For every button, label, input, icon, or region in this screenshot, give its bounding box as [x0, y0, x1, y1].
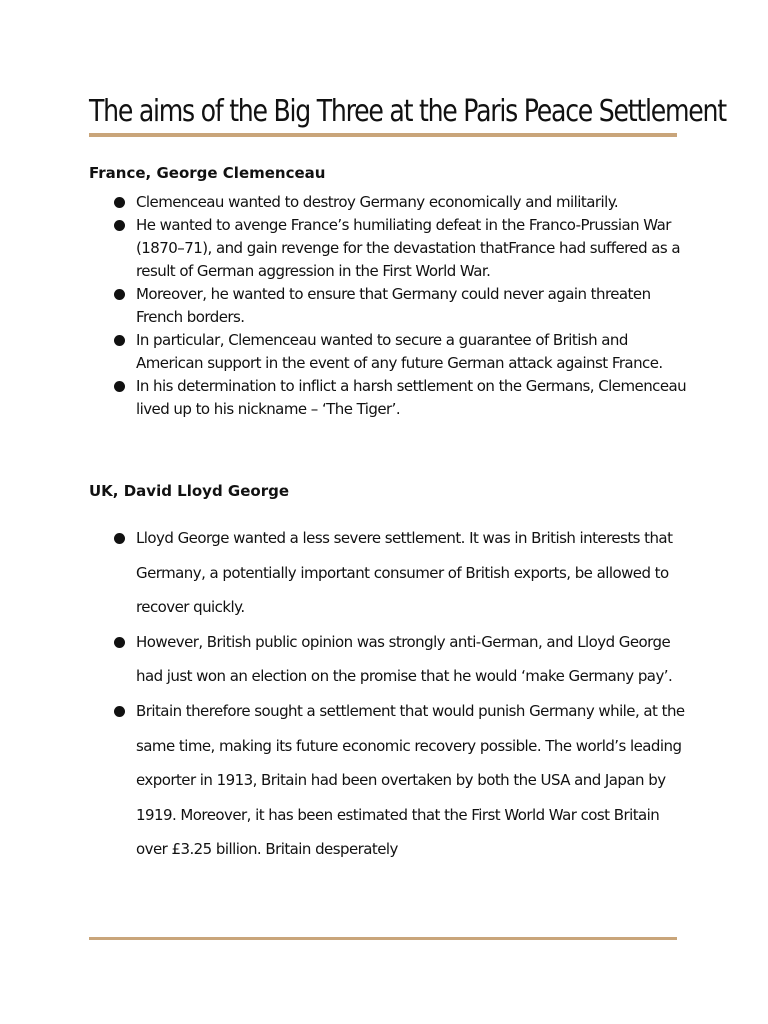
bullet-dot-icon [114, 289, 125, 300]
list-item [110, 625, 690, 694]
list-item [110, 191, 690, 214]
list-item-text: However, British public opinion was strongly anti-German, and Lloyd George had just won an election on the promise that he would ‘make Germany pay’. [136, 632, 673, 686]
list-item-text: Britain therefore sought a settlement that would punish Germany while, at the same time, making its future economic recovery possible. The world’s leading exporter in 1913, Britain had been overtaken by both the USA and Japan by 1919. Moreover, it has been estimated that the First World War cost Britain over £3.25 billion. Britain desperately [136, 701, 685, 859]
list-item [110, 521, 690, 625]
list-item-text: In particular, Clemenceau wanted to secure a guarantee of British and American support in the event of any future German attack against France. [136, 331, 663, 372]
title-underline-divider [89, 133, 677, 137]
footer-divider [89, 937, 677, 940]
list-item-text: Moreover, he wanted to ensure that Germany could never again threaten French borders. [136, 285, 651, 326]
bullet-dot-icon [114, 381, 125, 392]
bullet-dot-icon [114, 197, 125, 208]
list-item-text: Lloyd George wanted a less severe settlement. It was in British interests that Germany, a potentially important consumer of British exports, be allowed to recover quickly. [136, 529, 673, 617]
list-item-text: Clemenceau wanted to destroy Germany economically and militarily. [136, 193, 619, 211]
list-item [110, 329, 690, 375]
bullet-dot-icon [114, 335, 125, 346]
list-item [110, 375, 690, 421]
section-heading-france: France, George Clemenceau [89, 164, 326, 182]
bullet-dot-icon [114, 220, 125, 231]
bullet-dot-icon [114, 533, 125, 544]
bullet-dot-icon [114, 706, 125, 717]
list-item-text: In his determination to inflict a harsh settlement on the Germans, Clemenceau lived up to his nickname – ‘The Tiger’. [136, 377, 687, 418]
list-item-text: He wanted to avenge France’s humiliating defeat in the Franco-Prussian War (1870–71), and gain revenge for the devastation thatFrance had suffered as a result of German aggression in the First World War. [136, 216, 681, 280]
page-title: The aims of the Big Three at the Paris Peace Settlement [89, 94, 726, 129]
list-item [110, 283, 690, 329]
section-heading-uk: UK, David Lloyd George [89, 482, 290, 500]
list-item [110, 214, 690, 283]
bullet-dot-icon [114, 637, 125, 648]
bullet-list-france [110, 191, 690, 421]
list-item [110, 694, 690, 867]
bullet-list-uk [110, 521, 690, 867]
